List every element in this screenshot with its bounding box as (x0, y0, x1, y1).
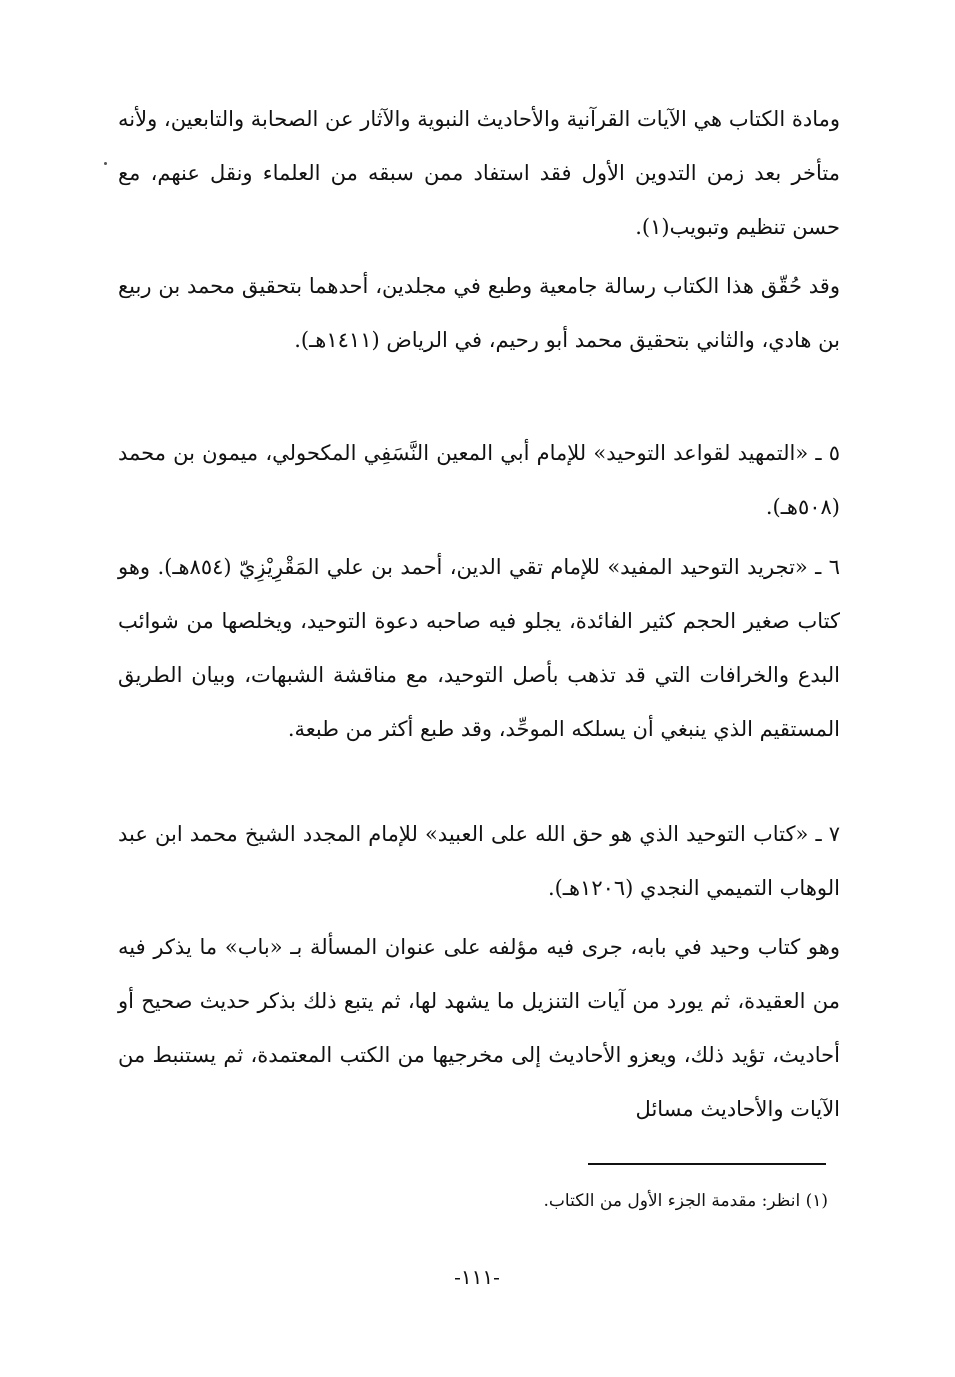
paragraph-book-editions: وقد حُقّق هذا الكتاب رسالة جامعية وطبع في مجلدين، أحدهما بتحقيق محمد بن ربيع بن هادي، والثاني بتحقيق محمد أبو رحيم، في الرياض (١٤١١هـ). (118, 274, 840, 352)
footnote: (١) انظر: مقدمة الجزء الأول من الكتاب. (543, 1191, 828, 1211)
list-item-7-kitab-tawhid: ٧ ـ «كتاب التوحيد الذي هو حق الله على العبيد» للإمام المجدد الشيخ محمد ابن عبد الوهاب التميمي النجدي (١٢٠٦هـ). (118, 822, 840, 900)
footnote-divider (588, 1163, 826, 1165)
paragraph-book-material: ومادة الكتاب هي الآيات القرآنية والأحاديث النبوية والآثار عن الصحابة والتابعين، ولأنه متأخر بعد زمن التدوين الأول فقد استفاد ممن سبقه من العلماء ونقل عنهم، مع حسن تنظيم وتبويب(١). (118, 107, 840, 239)
paragraph-kitab-description: وهو كتاب وحيد في بابه، جرى فيه مؤلفه على عنوان المسألة بـ «باب» ما يذكر فيه من العقيدة، ثم يورد من آيات التنزيل ما يشهد لها، ثم يتبع ذلك بذكر حديث صحيح أو أحاديث، تؤيد ذلك، ويعزو الأحاديث إلى مخرجيها من الكتب المعتمدة، ثم يستنبط من الآيات والأحاديث مسائل (118, 935, 840, 1121)
list-item-5-tamhid: ٥ ـ «التمهيد لقواعد التوحيد» للإمام أبي المعين النَّسَفِي المكحولي، ميمون بن محمد (٥٠٨هـ). (118, 441, 840, 519)
list-item-6-tajrid: ٦ ـ «تجريد التوحيد المفيد» للإمام تقي الدين، أحمد بن علي المَقْرِيْزِيّ (٨٥٤هـ). وهو كتاب صغير الحجم كثير الفائدة، يجلو فيه صاحبه دعوة التوحيد، ويخلصها من شوائب البدع والخرافات التي قد تذهب بأصل التوحيد، مع مناقشة الشبهات، وبيان الطريق المستقيم الذي ينبغي أن يسلكه الموحِّد، وقد طبع أكثر من طبعة. (118, 555, 840, 741)
page-number: -١١١- (454, 1265, 500, 1289)
margin-mark (104, 162, 107, 165)
